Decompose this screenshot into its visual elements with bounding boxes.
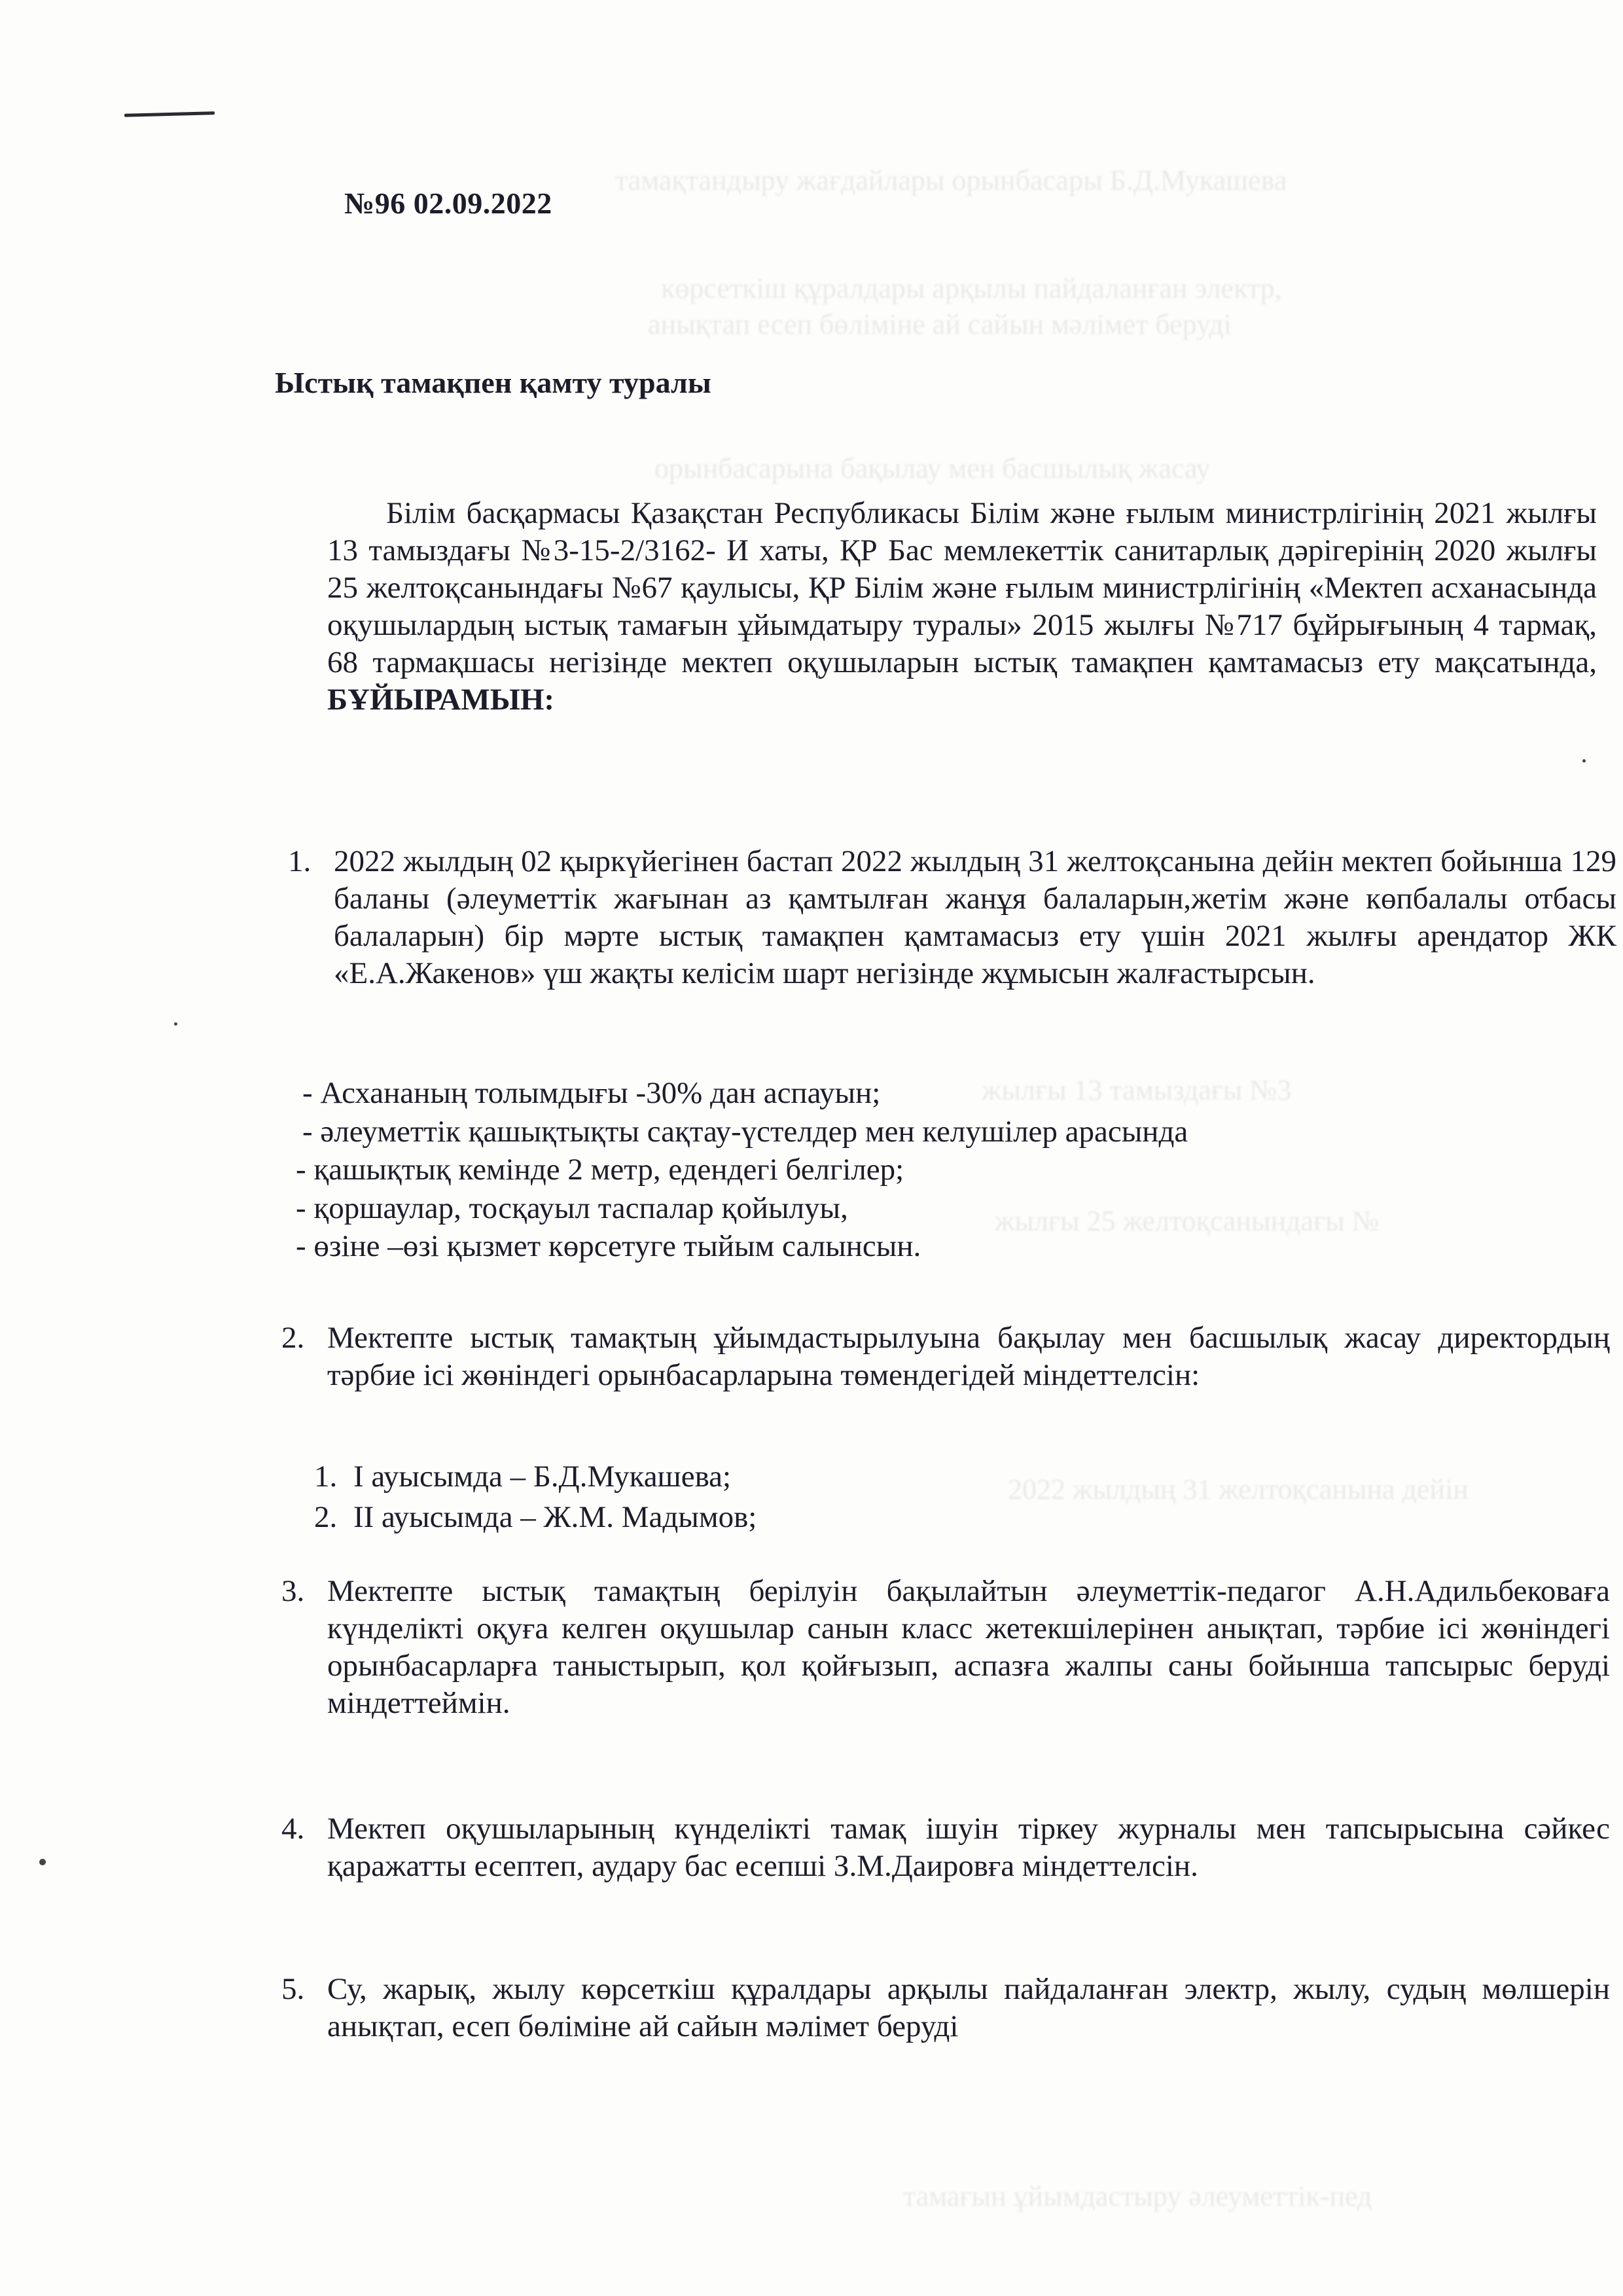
item-text: Мектепте ыстық тамақтың ұйымдастырылуына бақылау мен басшылық жасау директордың тәрбие ісі жөніндегі орынбасарларына төмендегідей міндеттелсін:	[327, 1321, 1610, 1392]
document-page: тамақтандыру жағдайлары орынбасары Б.Д.Мукашева көрсеткіш құралдары арқылы пайдаланған электр, анықтап есеп бөліміне ай сайын мәлімет беруді орынбасарына бақылау мен басшылық жасау жылғы 13 тамыздағы №3 жылғы 25 желтоқсанындағы № 2022 жылдың 31 желтоқсанына дейін тамағын ұйымдастыру әлеуметтік-пед №96 02.09.2022 Ыстық тамақпен қамту туралы Білім басқармасы Қазақстан Республикасы Білім және ғылым министрлігінің 2021 жылғы 13 тамыздағы №3-15-2/3162- И хаты, ҚР Бас мемлекеттік санитарлық дәрігерінің 2020 жылғы 25 желтоқсанындағы №67 қаулысы, ҚР Білім және ғылым министрлігінің «Мектеп асханасында оқушылардың ыстық тамағын ұйымдатыру туралы» 2015 жылғы №717 бұйрығының 4 тармақ, 68 тармақшасы негізінде мектеп оқушыларын ыстық тамақпен қамтамасыз ету мақсатында, БҰЙЫРАМЫН: 1. 2022 жылдың 02 қыркүйегінен бастап 2022 жылдың 31 желтоқсанына дейін мектеп бойынша 129 баланы (әлеуметтік жағынан аз қамтылған жанұя балаларын,жетім және көпбалалы отбасы балаларын) бір мәрте ыстық тамақпен қамтамасыз ету үшін 2021 жылғы арендатор ЖК «Е.А.Жакенов» үш жақты келісім шарт негізінде жұмысын жалғастырсын. - Асхананың толымдығы -30% дан аспауын; - әлеуметтік қашықтықты сақтау-үстелдер мен келушілер арасында - қашықтық кемінде 2 метр, едендегі белгілер; - қоршаулар, тосқауыл таспалар қойылуы, - өзіне –өзі қызмет көрсетуге тыйым салынсын. 2. Мектепте ыстық тамақтың ұйымдастырылуына бақылау мен басшылық жасау директордың тәрбие ісі жөніндегі орынбасарларына төмендегідей міндеттелсін: 1. І ауысымда – Б.Д.Мукашева; 2. ІІ ауысымда – Ж.М. Мадымов; 3. Мектепте ыстық тамақтың берілуін бақылайтын әлеуметтік-педагог А.Н.Адильбековаға күнделікті оқуға келген оқушылар санын класс жетекшілерінен анықтап, тәрбие ісі жөніндегі орынбасарларға таныстырып, қол қойғызып, аспазға жалпы саны бойынша тапсырыс беруді міндеттеймін. 4. Мектеп оқушыларының күнделікті тамақ ішуін тіркеу журналы мен тапсырысына сәйкес қаражатты есептеп, аудару бас есепші З.М.Даировға міндеттелсін. 5. Су, жарық, жылу көрсеткіш құралдары арқылы пайдаланған электр, жылу, судың мөлшерін анықтап, есеп бөліміне ай сайын мәлімет беруді	[0, 0, 1623, 2296]
scan-speck	[39, 1859, 46, 1865]
dash-list-item: - әлеуметтік қашықтықты сақтау-үстелдер мен келушілер арасында	[302, 1115, 1188, 1149]
item-number: 1.	[288, 844, 312, 878]
item-text: Мектепте ыстық тамақтың берілуін бақылайтын әлеуметтік-педагог А.Н.Адильбековаға күнделікті оқуға келген оқушылар санын класс жетекшілерінен анықтап, тәрбие ісі жөніндегі орынбасарларға таныстырып, қол қойғызып, аспазға жалпы саны бойынша тапсырыс беруді міндеттеймін.	[327, 1574, 1610, 1720]
item-text: Су, жарық, жылу көрсеткіш құралдары арқылы пайдаланған электр, жылу, судың мөлшерін анықтап, есеп бөліміне ай сайын мәлімет беруді	[327, 1972, 1610, 2043]
assignee-text: ІІ ауысымда – Ж.М. Мадымов;	[353, 1500, 757, 1534]
list-item-4	[281, 1810, 1610, 1885]
list-item-2	[281, 1319, 1610, 1394]
item-number: 4.	[281, 1812, 305, 1846]
item-number: 5.	[281, 1972, 305, 2006]
assignee-item	[314, 1458, 731, 1496]
dash-list-item: - Асхананың толымдығы -30% дан аспауын;	[302, 1076, 881, 1110]
dash-list-item: - өзіне –өзі қызмет көрсетуге тыйым салынсын.	[296, 1229, 921, 1263]
list-item-1	[288, 843, 1616, 992]
item-number: 2.	[281, 1321, 305, 1355]
item-text: 2022 жылдың 02 қыркүйегінен бастап 2022 жылдың 31 желтоқсанына дейін мектеп бойынша 129 баланы (әлеуметтік жағынан аз қамтылған жанұя балаларын,жетім және көпбалалы отбасы балаларын) бір мәрте ыстық тамақпен қамтамасыз ету үшін 2021 жылғы арендатор ЖК «Е.А.Жакенов» үш жақты келісім шарт негізінде жұмысын жалғастырсын.	[334, 844, 1616, 990]
dash-list-item: - қоршаулар, тосқауыл таспалар қойылуы,	[296, 1191, 848, 1225]
item-number: 3.	[281, 1574, 305, 1608]
assignee-item	[314, 1499, 757, 1536]
dash-list-item: - қашықтық кемінде 2 метр, едендегі белгілер;	[296, 1153, 904, 1187]
scan-speck	[174, 1022, 177, 1026]
list-item-3	[281, 1573, 1610, 1722]
item-text: Мектеп оқушыларының күнделікті тамақ ішуін тіркеу журналы мен тапсырысына сәйкес қаражатты есептеп, аудару бас есепші З.М.Даировға міндеттелсін.	[327, 1812, 1610, 1883]
scan-speck	[1582, 759, 1586, 762]
assignee-number: 1.	[314, 1460, 338, 1494]
assignee-number: 2.	[314, 1500, 338, 1534]
document-title: Ыстық тамақпен қамту туралы	[275, 366, 711, 399]
assignee-text: І ауысымда – Б.Д.Мукашева;	[353, 1460, 732, 1494]
preamble-text: Білім басқармасы Қазақстан Республикасы Білім және ғылым министрлігінің 2021 жылғы 13 тамыздағы №3-15-2/3162- И хаты, ҚР Бас мемлекеттік санитарлық дәрігерінің 2020 жылғы 25 желтоқсанындағы №67 қаулысы, ҚР Білім және ғылым министрлігінің «Мектеп асханасында оқушылардың ыстық тамағын ұйымдатыру туралы» 2015 жылғы №717 бұйрығының 4 тармақ, 68 тармақшасы негізінде мектеп оқушыларын ыстық тамақпен қамтамасыз ету мақсатында,	[327, 496, 1597, 679]
order-command: БҰЙЫРАМЫН:	[327, 683, 555, 717]
preamble-paragraph	[327, 495, 1597, 719]
scan-mark	[124, 111, 215, 117]
order-number: №96 02.09.2022	[344, 187, 552, 220]
list-item-5	[281, 1971, 1610, 2045]
